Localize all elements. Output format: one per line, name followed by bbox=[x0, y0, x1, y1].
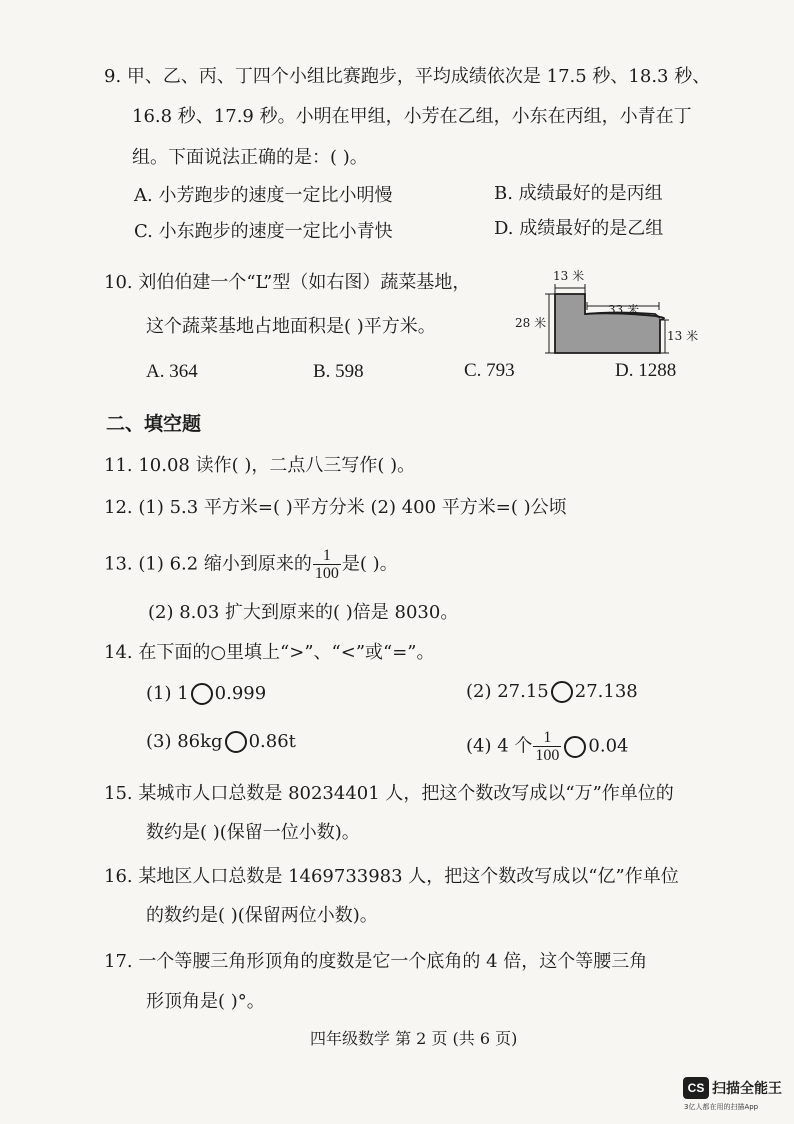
q14-item3: (3) 86kg 0.86t bbox=[146, 731, 296, 752]
compare-circle-icon[interactable] bbox=[225, 731, 247, 753]
q9-option-b: B. 成绩最好的是丙组 bbox=[494, 183, 663, 204]
q11-text: 11. 10.08 读作( )，二点八三写作( )。 bbox=[104, 455, 416, 476]
q17-line1: 17. 一个等腰三角形顶角的度数是它一个底角的 4 倍，这个等腰三角 bbox=[104, 951, 648, 972]
camscanner-logo-icon: CS bbox=[683, 1077, 709, 1099]
q9-option-d: D. 成绩最好的是乙组 bbox=[494, 218, 664, 239]
l-shape-diagram bbox=[505, 262, 710, 357]
camscanner-name: 扫描全能王 bbox=[712, 1081, 782, 1097]
q13-part2: (2) 8.03 扩大到原来的( )倍是 8030。 bbox=[148, 602, 459, 623]
q14-item1: (1) 1 0.999 bbox=[146, 683, 267, 704]
q9-line2: 16.8 秒、17.9 秒。小明在甲组，小芳在乙组，小东在丙组，小青在丁 bbox=[132, 106, 692, 127]
q14-item4: (4) 4 个 $\frac{1}{100}$ 0.04 bbox=[466, 729, 629, 764]
q10-option-a: A. 364 bbox=[146, 361, 198, 382]
q14-title: 14. 在下面的○里填上“>”、“<”或“=”。 bbox=[104, 642, 435, 663]
camscanner-tagline: 3亿人都在用的扫描App bbox=[684, 1103, 759, 1111]
q15-line2: 数约是( )(保留一位小数)。 bbox=[146, 822, 360, 843]
q9-line1: 9. 甲、乙、丙、丁四个小组比赛跑步，平均成绩依次是 17.5 秒、18.3 秒、 bbox=[104, 66, 711, 87]
q12-text: 12. (1) 5.3 平方米=( )平方分米 (2) 400 平方米=( )公顷 bbox=[104, 497, 567, 518]
page-footer: 四年级数学 第 2 页 (共 6 页) bbox=[310, 1029, 518, 1048]
compare-circle-icon[interactable] bbox=[551, 681, 573, 703]
q9-option-c: C. 小东跑步的速度一定比小青快 bbox=[134, 221, 393, 242]
compare-circle-icon[interactable] bbox=[564, 736, 586, 758]
q9-option-a: A. 小芳跑步的速度一定比小明慢 bbox=[134, 185, 393, 206]
q10-option-b: B. 598 bbox=[313, 361, 364, 382]
section-title-fill-blanks: 二、填空题 bbox=[106, 413, 202, 435]
q13-part1-post: 是( )。 bbox=[341, 553, 398, 575]
q10-line1: 10. 刘伯伯建一个“L”型（如右图）蔬菜基地， bbox=[104, 272, 471, 293]
q16-line1: 16. 某地区人口总数是 1469733983 人，把这个数改写成以“亿”作单位 bbox=[104, 866, 679, 887]
q9-line3: 组。下面说法正确的是：( )。 bbox=[132, 147, 368, 168]
q16-line2: 的数约是( )(保留两位小数)。 bbox=[146, 905, 378, 926]
label-left-height: 28 米 bbox=[515, 316, 547, 330]
q13-fraction: $\frac{1}{100}$ bbox=[314, 547, 339, 582]
label-top-width: 13 米 bbox=[553, 269, 585, 283]
q10-option-d: D. 1288 bbox=[615, 360, 677, 381]
q10-line2: 这个蔬菜基地占地面积是( )平方米。 bbox=[146, 316, 436, 337]
q17-line2: 形顶角是( )°。 bbox=[146, 991, 265, 1012]
label-right-height: 13 米 bbox=[667, 329, 699, 343]
q13-part1 bbox=[104, 547, 398, 582]
compare-circle-icon[interactable] bbox=[191, 683, 213, 705]
q14-fraction: $\frac{1}{100}$ bbox=[535, 729, 560, 764]
q10-option-c: C. 793 bbox=[464, 360, 515, 381]
q14-item2: (2) 27.15 27.138 bbox=[466, 681, 638, 702]
q15-line1: 15. 某城市人口总数是 80234401 人，把这个数改写成以“万”作单位的 bbox=[104, 783, 674, 804]
label-right-width: 33 米 bbox=[608, 303, 640, 317]
q13-part1-pre: 13. (1) 6.2 缩小到原来的 bbox=[104, 553, 312, 575]
